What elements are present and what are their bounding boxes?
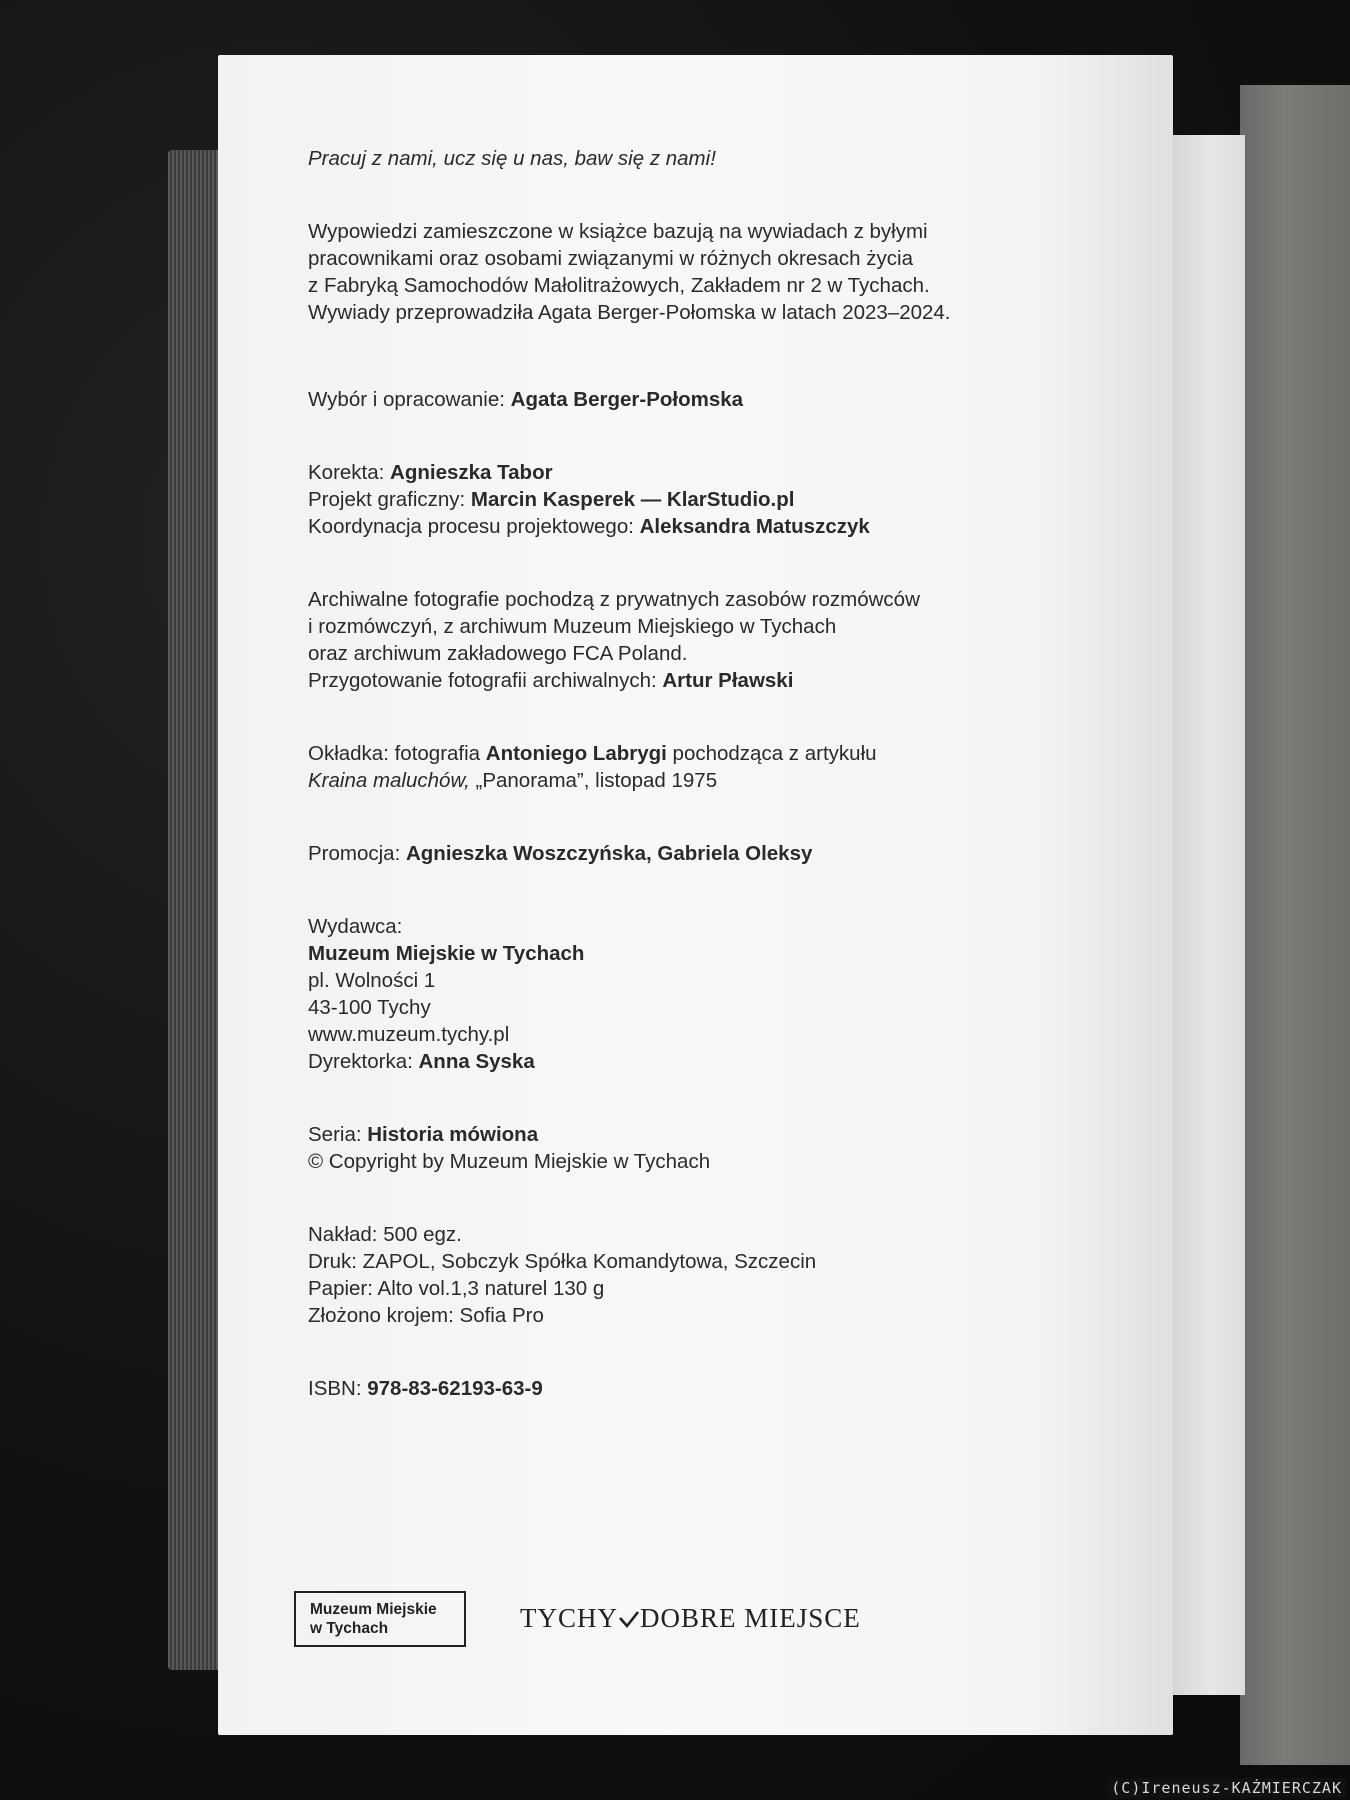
intro-line: Wywiady przeprowadziła Agata Berger-Połomska w latach 2023–2024. [308,301,951,324]
selection-credit: Wybór i opracowanie: Agata Berger-Połomska [308,388,744,411]
cover-credit: Okładka: fotografia Antoniego Labrygi pochodząca z artykułu [308,742,877,765]
director-credit: Dyrektorka: Anna Syska [308,1050,535,1073]
design-credit: Projekt graficzny: Marcin Kasperek — KlarStudio.pl [308,488,795,511]
logo-row [294,1581,994,1651]
publisher-city: 43-100 Tychy [308,996,431,1019]
publisher-website: www.muzeum.tychy.pl [308,1023,510,1046]
paper: Papier: Alto vol.1,3 naturel 130 g [308,1277,605,1300]
book-cover-board [1240,85,1350,1765]
cover-article: Kraina maluchów, „Panorama”, listopad 1975 [308,769,718,792]
archive-line: i rozmówczyń, z archiwum Muzeum Miejskiego w Tychach [308,615,837,638]
isbn-line: ISBN: 978-83-62193-63-9 [308,1377,543,1400]
photographer-watermark: (C)Ireneusz-KAŹMIERCZAK [1107,1778,1346,1798]
checkmark-icon [618,1609,640,1629]
archive-line: Archiwalne fotografie pochodzą z prywatnych zasobów rozmówców [308,588,920,611]
proofreading-credit: Korekta: Agnieszka Tabor [308,461,553,484]
museum-logo: Muzeum Miejskie w Tychach [294,1591,466,1647]
colophon-page [218,55,1173,1735]
coordination-credit: Koordynacja procesu projektowego: Aleksandra Matuszczyk [308,515,870,538]
intro-line: z Fabryką Samochodów Małolitrażowych, Zakładem nr 2 w Tychach. [308,274,930,297]
motto: Pracuj z nami, ucz się u nas, baw się z nami! [308,147,716,170]
publisher-label: Wydawca: [308,915,403,938]
series-line: Seria: Historia mówiona [308,1123,539,1146]
tychy-city-logo: TYCHY DOBRE MIEJSCE [520,1603,861,1633]
copyright-line: © Copyright by Muzeum Miejskie w Tychach [308,1150,711,1173]
archive-line: oraz archiwum zakładowego FCA Poland. [308,642,688,665]
colophon-text [308,145,1068,1402]
intro-line: Wypowiedzi zamieszczone w książce bazują na wywiadach z byłymi [308,220,928,243]
printer: Druk: ZAPOL, Sobczyk Spółka Komandytowa, Szczecin [308,1250,817,1273]
intro-line: pracownikami oraz osobami związanymi w różnych okresach życia [308,247,913,270]
photo-prep-credit: Przygotowanie fotografii archiwalnych: Artur Pławski [308,669,794,692]
print-run: Nakład: 500 egz. [308,1223,462,1246]
publisher-street: pl. Wolności 1 [308,969,436,992]
publisher-name: Muzeum Miejskie w Tychach [308,942,585,965]
typeface: Złożono krojem: Sofia Pro [308,1304,544,1327]
promotion-credit: Promocja: Agnieszka Woszczyńska, Gabriela Oleksy [308,842,813,865]
